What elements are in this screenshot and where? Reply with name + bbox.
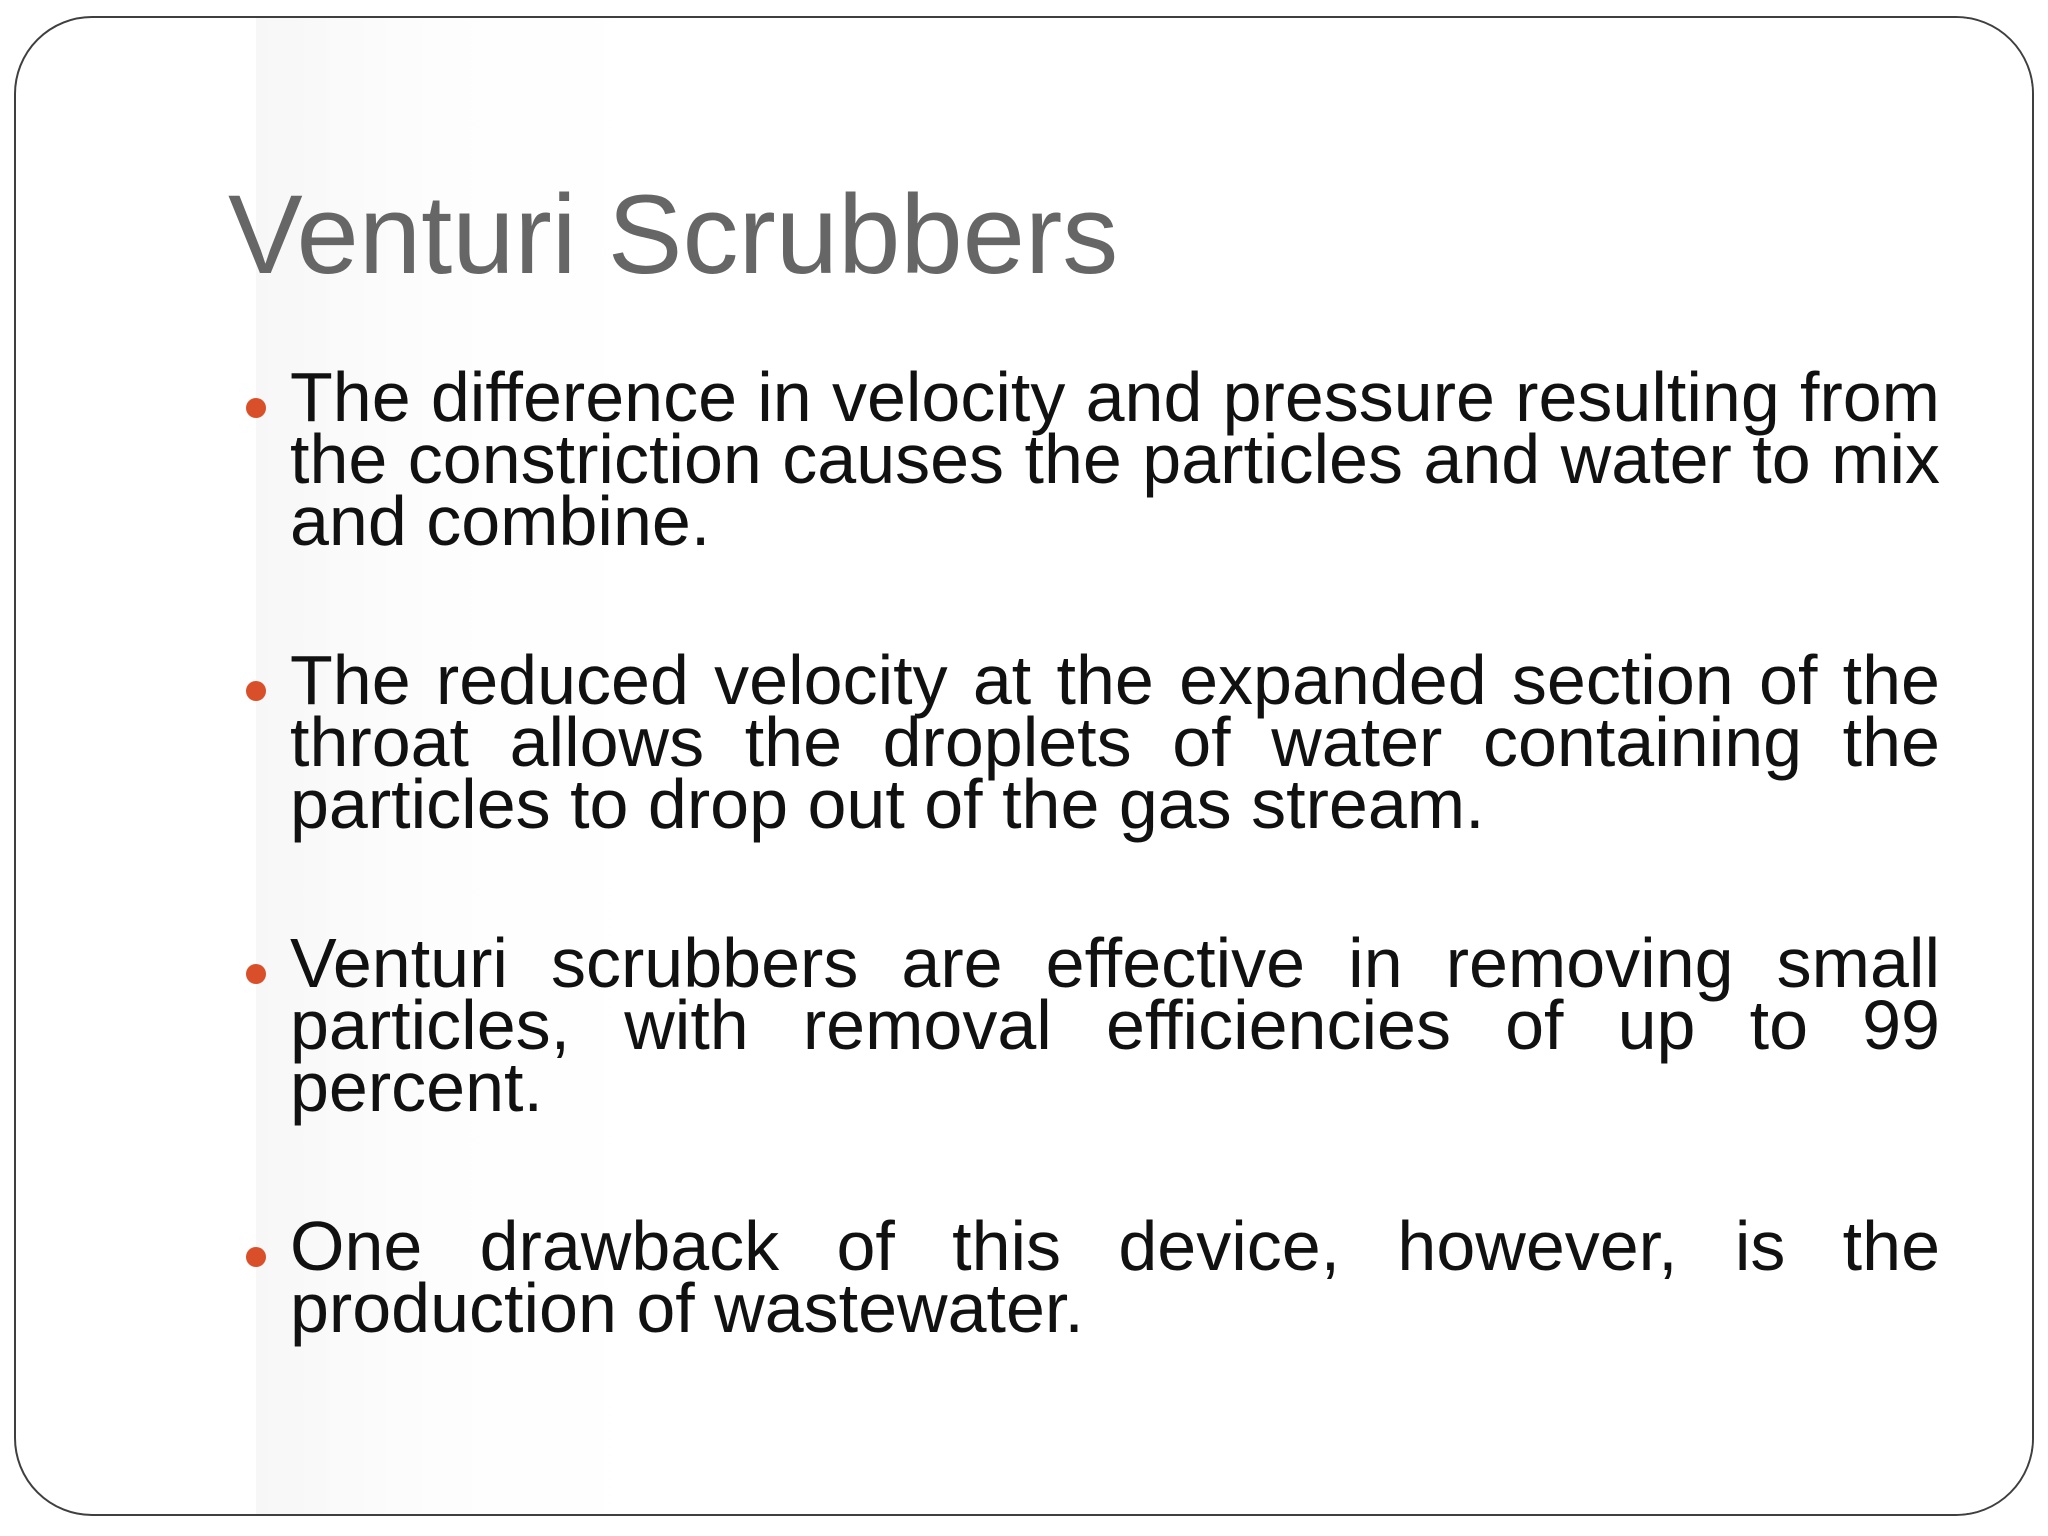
bullet-item xyxy=(290,1207,1940,1347)
bullet-item xyxy=(290,358,1940,560)
bullet-dot-icon xyxy=(246,964,266,984)
bullet-dot-icon xyxy=(246,1247,266,1267)
bullet-text: One drawback of this device, however, is the production of wastewater. xyxy=(290,1207,1940,1347)
bullet-item xyxy=(290,924,1940,1126)
bullet-text: Venturi scrubbers are effective in removing small particles, with removal efficiencies of up to 99 percent. xyxy=(290,924,1940,1126)
bullet-list xyxy=(290,358,1940,1436)
bullet-text: The difference in velocity and pressure resulting from the constriction causes the particles and water to mix and combine. xyxy=(290,358,1940,560)
bullet-item xyxy=(290,641,1940,843)
bullet-dot-icon xyxy=(246,398,266,418)
slide xyxy=(14,16,2034,1516)
bullet-text: The reduced velocity at the expanded section of the throat allows the droplets of water containing the particles to drop out of the gas stream. xyxy=(290,641,1940,843)
slide-title: Venturi Scrubbers xyxy=(228,172,1119,297)
bullet-dot-icon xyxy=(246,681,266,701)
